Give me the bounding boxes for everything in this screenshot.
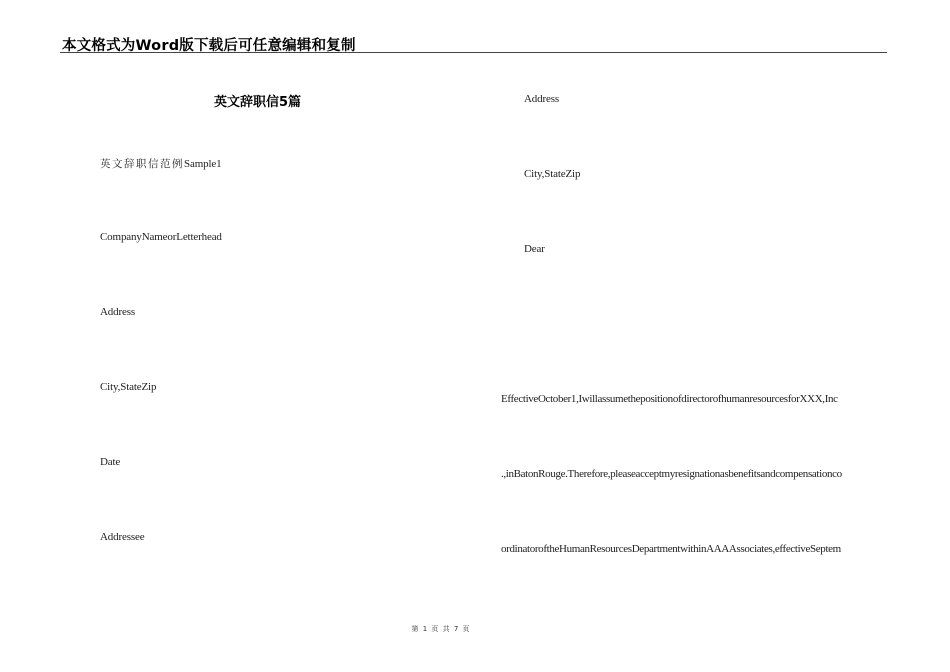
sample-heading-en: Sample1 — [184, 158, 222, 170]
salutation-line: Dear — [524, 243, 545, 255]
body-text-line: EffectiveOctober1,IwillassumethepositionofdirectorofhumanresourcesforXXX,Inc — [501, 393, 838, 405]
company-name-line: CompanyNameorLetterhead — [100, 231, 222, 243]
recipient-city-line: City,StateZip — [524, 168, 581, 180]
recipient-address-line: Address — [524, 93, 560, 105]
city-state-zip-line: City,StateZip — [100, 381, 157, 393]
addressee-line: Addressee — [100, 531, 145, 543]
document-header: 本文格式为Word版下载后可任意编辑和复制 — [62, 38, 356, 54]
body-text-line: .,inBatonRouge.Therefore,pleaseacceptmyresignationasbenefitsandcompensationco — [501, 468, 842, 480]
document-title: 英文辞职信5篇 — [214, 95, 302, 110]
date-line: Date — [100, 456, 121, 468]
address-line: Address — [100, 306, 136, 318]
page-number: 第 1 页 共 7 页 — [411, 625, 471, 633]
sample-heading-cn: 英文辞职信范例 — [100, 158, 184, 170]
header-divider — [60, 52, 887, 53]
sample-heading — [100, 156, 221, 171]
body-text-line: ordinatoroftheHumanResourcesDepartmentwithinAAAAssociates,effectiveSeptem — [501, 543, 841, 555]
